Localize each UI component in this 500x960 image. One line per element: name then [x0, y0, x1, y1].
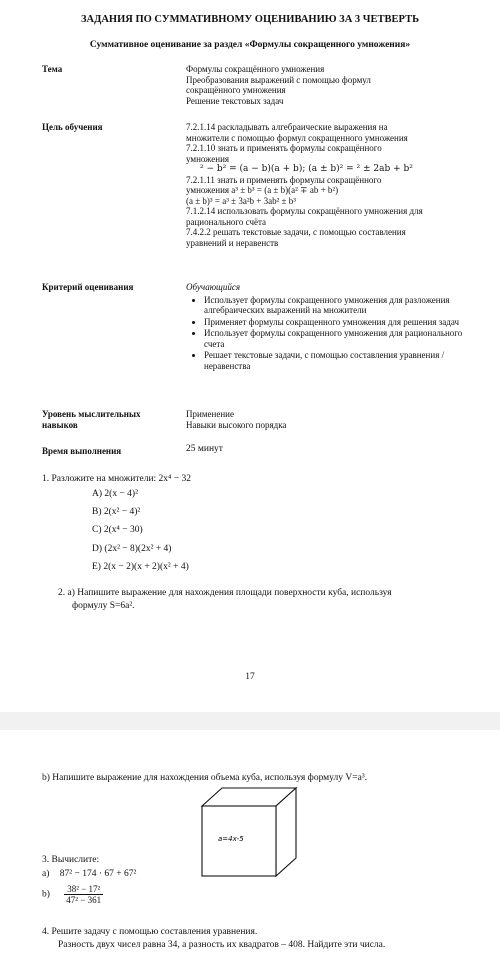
task3-b — [42, 884, 103, 905]
worksheet-page-2 — [0, 730, 500, 960]
goal-line: 7.1.2.14 использовать формулы сокращённого умножения для — [186, 206, 423, 216]
cube-edge-label: a=4x-5 — [218, 835, 244, 843]
task3-b-label: b) — [42, 889, 50, 900]
task1-option: C) 2(x⁴ − 30) — [92, 525, 143, 535]
task3-b-denominator: 47² − 361 — [66, 895, 102, 905]
criteria-item: • Решает текстовые задачи, с помощью составления уравнения / неравенства — [204, 350, 481, 371]
task3-b-numerator: 38² − 17² — [64, 884, 103, 895]
task3-prompt: 3. Вычислите: — [42, 855, 100, 865]
criteria-list — [186, 295, 481, 372]
goal-line: 7.4.2.2 решать текстовые задачи, с помощью составления — [186, 227, 406, 237]
task3-a — [42, 868, 136, 880]
topic-line: Формулы сокращённого умножения — [186, 64, 325, 74]
time-label: Время выполнения — [42, 446, 122, 456]
goal-formula: (a ± b)³ = a³ ± 3a²b + 3ab² ± b³ — [186, 195, 296, 206]
task2-line2: формулу S=6a². — [72, 601, 135, 611]
time-value: 25 минут — [186, 444, 223, 454]
criteria-intro: Обучающийся — [186, 282, 241, 292]
page-separator — [0, 712, 500, 730]
criteria-item: • Использует формулы сокращенного умножения для разложения алгебраических выражений на множители — [204, 295, 481, 316]
task3-b-fraction — [64, 884, 103, 905]
goal-line: умножения — [186, 153, 230, 164]
task2-line1: 2. а) Напишите выражение для нахождения площади поверхности куба, используя — [58, 588, 392, 598]
task2-part-b: b) Напишите выражение для нахождения объема куба, используя формулу V=a³. — [42, 773, 368, 783]
level-line: Применение — [186, 409, 234, 419]
goal-line: 7.2.1.14 раскладывать алгебраические выражения на — [186, 122, 388, 132]
task1-option: A) 2(x − 4)² — [92, 489, 138, 499]
goal-line: 7.2.1.10 знать и применять формулы сокращённого — [186, 143, 382, 153]
criteria-value — [186, 282, 481, 372]
task1-option: D) (2x² − 8)(2x² + 4) — [92, 544, 172, 554]
level-value — [186, 409, 486, 430]
topic-line: Решение текстовых задач — [186, 95, 284, 106]
goal-value — [186, 122, 486, 248]
topic-line: сокращённого умножения — [186, 85, 286, 95]
cube-figure — [196, 784, 306, 878]
level-label-line: навыков — [42, 420, 78, 430]
topic-label: Тема — [42, 64, 63, 74]
document-title: ЗАДАНИЯ ПО СУММАТИВНОМУ ОЦЕНИВАНИЮ ЗА 3 ЧЕТВЕРТЬ — [80, 14, 420, 25]
criteria-item: • Применяет формулы сокращенного умножения для решения задач — [204, 317, 481, 328]
goal-label: Цель обучения — [42, 122, 103, 132]
level-label-line: Уровень мыслительных — [42, 409, 141, 419]
task4-line2: Разность двух чисел равна 34, а разность их квадратов – 408. Найдите эти числа. — [58, 940, 386, 950]
task1-prompt: 1. Разложите на множители: 2x⁴ − 32 — [42, 474, 191, 484]
criteria-label: Критерий оценивания — [42, 282, 134, 292]
topic-line: Преобразования выражений с помощью формул — [186, 74, 371, 85]
task1-option: E) 2(x − 2)(x + 2)(x² + 4) — [92, 562, 189, 572]
goal-line: множители с помощью формул сокращенного умножения — [186, 132, 408, 143]
level-label — [42, 409, 141, 431]
task3-a-expression: 87² − 174 · 67 + 67² — [59, 869, 137, 879]
goal-line: уравнений и неравенств — [186, 237, 279, 248]
task3-a-label: a) — [42, 869, 50, 879]
level-line: Навыки высокого порядка — [186, 419, 287, 430]
topic-value — [186, 64, 486, 106]
document-subtitle: Суммативное оценивание за раздел «Формулы сокращенного умножения» — [89, 40, 411, 50]
criteria-item: • Использует формулы сокращенного умножения для рационального счета — [204, 328, 481, 349]
task1-option: B) 2(x² − 4)² — [92, 507, 141, 517]
goal-line: 7.2.1.11 знать и применять формулы сокращённого — [186, 174, 382, 185]
goal-line: рационального счёта — [186, 216, 267, 227]
task4-line1: 4. Решите задачу с помощью составления уравнения. — [42, 927, 258, 937]
page-number: 17 — [245, 672, 255, 682]
goal-formula: умножения a³ ± b³ = (a ± b)(a² ∓ ab + b²) — [186, 185, 339, 195]
goal-formula: ² − b² = (a − b)(a + b); (a ± b)² = ² ± 2ab + b² — [200, 164, 413, 174]
